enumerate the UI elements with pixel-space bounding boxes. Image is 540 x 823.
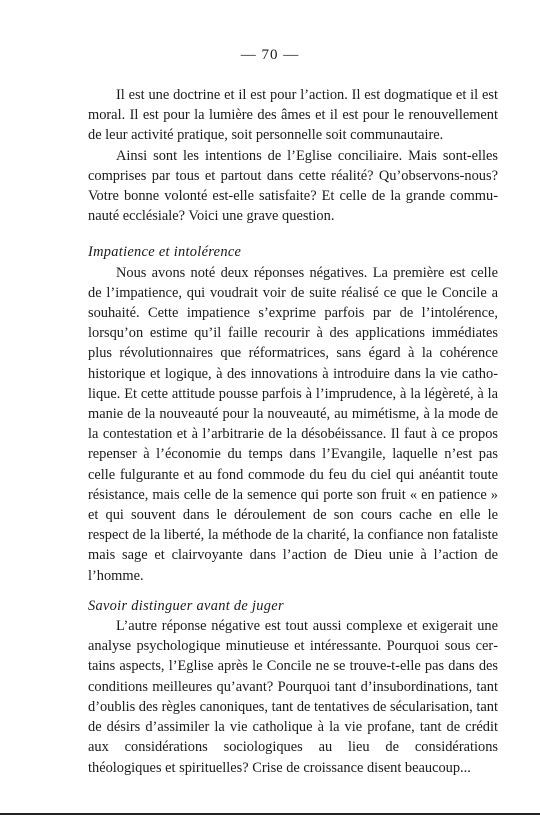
paragraph: Ainsi sont les intentions de l’Eglise conciliaire. Mais sont-elles comprises par tous et partout dans cette réalité? Qu’observons-nous? Votre bonne volonté est-elle satisfaite? Et celle de la grande communauté ecclésiale? Voici une grave question. bbox=[88, 147, 498, 225]
paragraph: Il est une doctrine et il est pour l’action. Il est dogmatique et il est moral. Il est pour la lumière des âmes et il est pour le renouvellement de leur activité pratique, soit personnelle soit communautaire. bbox=[88, 87, 498, 144]
page-body bbox=[88, 85, 498, 778]
page-number: — 70 — bbox=[240, 47, 300, 63]
section-heading: Savoir distinguer avant de juger bbox=[88, 597, 284, 614]
bottom-rule bbox=[0, 813, 540, 815]
paragraph: Nous avons noté deux réponses négatives. La première est celle de l’impatience, qui voudrait voir de suite réalisé ce que le Concile a souhaité. Cette impatience s’exprime parfois par de l’intolérence, lorsqu’on estime qu’il faille recourir à des applications immédiates plus révolutionnaires que réformatrices, sans égard à la cohérence historique et logique, à des innovations à introduire dans la vie catholique. Et cette attitude pousse parfois à l’imprudence, à la légèreté, à la manie de la nouveauté pour la nouveauté, au mimétisme, à la mode de la contestation et à l’arbitrarie de la désobéissance. Il faut à ce propos repenser à l’économie du temps dans l’Evangile, laquelle n’est pas celle fulgurante et au fond commode du feu du ciel qui anéantit toute résistance, mais celle de la semence qui porte son fruit « en patience » et qui souvent dans le déroulement de son cours cache en elle le respect de la liberté, la méthode de la charité, la confiance non fataliste mais sage et clairvoyante dans l’action de Dieu unie à l’action de l’homme. bbox=[88, 264, 498, 584]
section-heading: Impatience et intolérence bbox=[88, 244, 242, 261]
paragraph: L’autre réponse négative est tout aussi complexe et exigerait une analyse psychologique minutieuse et intéressante. Pourquoi sous certains aspects, l’Eglise après le Concile ne se trouve-t-elle pas dans des conditions meilleures qu’avant? Pourquoi tant d’insubordinations, tant d’oublis des règles canoniques, tant de tentatives de sécularisation, tant de désirs d’assimiler la vie catholique à la vie profane, tant de crédit aux considérations sociologiques au lieu de considérations théologiques et spirituelles? Crise de croissance disent beaucoup... bbox=[88, 618, 498, 776]
